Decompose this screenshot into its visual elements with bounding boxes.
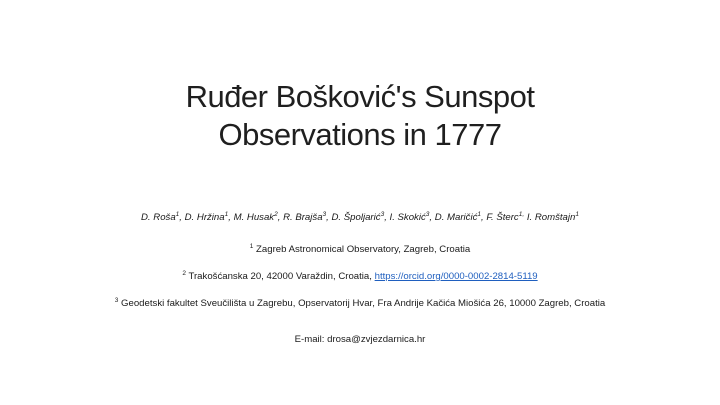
slide-title	[60, 78, 660, 154]
contact-email: E-mail: drosa@zvjezdarnica.hr	[294, 334, 426, 345]
author-name: R. Brajša	[283, 212, 323, 223]
author-name: D. Maričić	[434, 212, 478, 223]
affiliation-2	[10, 271, 710, 282]
affiliation-mark: 3	[114, 297, 119, 304]
author-affiliation-mark: 1	[175, 211, 180, 218]
affiliation-text: Zagreb Astronomical Observatory, Zagreb, Croatia	[256, 244, 471, 255]
author-name: D. Špoljarić	[331, 212, 381, 223]
author-affiliation-mark: 1,	[518, 211, 525, 218]
author-name: D. Roša	[141, 212, 176, 223]
author-name: I. Romštajn	[526, 212, 576, 223]
author-affiliation-mark: 3	[380, 211, 385, 218]
author-name: M. Husak	[233, 212, 275, 223]
author-list: D. Roša$^1$, D. Hržina$^1$, M. Husak$^2$, R. Brajša$^3$, D. Špoljarić$^3$, I. Skokić$^3$, D. Maričić$^1$, F. Šterc$^{1,}$ I. Romštajn$^1$	[141, 211, 579, 223]
affiliation-3	[10, 298, 710, 309]
orcid-link[interactable]: https://orcid.org/0000-0002-2814-5119	[374, 271, 538, 282]
affiliation-mark: 2	[182, 270, 186, 277]
author-affiliation-mark: 2	[274, 211, 278, 218]
affiliation-mark: 1	[249, 243, 254, 250]
title-line-1: Ruđer Bošković's Sunspot	[185, 79, 535, 114]
author-affiliation-mark: 1	[224, 211, 229, 218]
author-affiliation-mark: 3	[425, 211, 430, 218]
author-name: F. Šterc	[486, 212, 519, 223]
author-name: D. Hržina	[184, 212, 225, 223]
author-affiliation-mark: 1	[477, 211, 482, 218]
affiliation-text: Trakošćanska 20, 42000 Varaždin, Croatia,	[188, 271, 375, 282]
affiliation-text: Geodetski fakultet Sveučilišta u Zagrebu, Opservatorij Hvar, Fra Andrije Kačića Miošića 26, 10000 Zagreb, Croatia	[121, 298, 606, 309]
author-name: I. Skokić	[389, 212, 426, 223]
author-affiliation-mark: 3	[322, 211, 327, 218]
author-affiliation-mark: 1	[575, 211, 579, 218]
title-line-2: Observations in 1777	[218, 117, 502, 152]
affiliation-1	[10, 244, 710, 255]
